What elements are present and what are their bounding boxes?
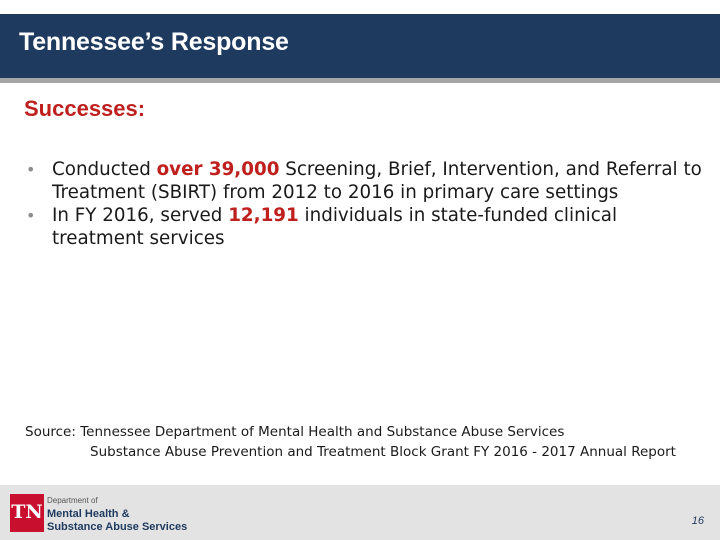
successes-heading: Successes: bbox=[24, 96, 146, 121]
bullet-list bbox=[24, 158, 714, 250]
bullet-text-post: Screening, Brief, Intervention, and Referral to Treatment (SBIRT) from 2012 to 2016 in primary care settings bbox=[52, 159, 702, 203]
bullet-highlight: 12,191 bbox=[228, 205, 299, 226]
source-citation bbox=[25, 422, 676, 462]
source-line-2: Substance Abuse Prevention and Treatment Block Grant FY 2016 - 2017 Annual Report bbox=[90, 444, 676, 460]
bullet-item-sbirt bbox=[24, 158, 714, 204]
logo-text-substance-abuse: Substance Abuse Services bbox=[47, 521, 188, 533]
bullet-icon: • bbox=[26, 206, 36, 225]
department-logo bbox=[10, 494, 190, 534]
logo-text-mental-health: Mental Health & bbox=[47, 508, 130, 520]
bullet-icon: • bbox=[26, 160, 36, 179]
title-divider bbox=[0, 78, 720, 83]
page-number: 16 bbox=[691, 515, 704, 527]
logo-text-department: Department of bbox=[47, 496, 98, 505]
bullet-text-pre: Conducted bbox=[52, 159, 157, 180]
title-bar bbox=[0, 14, 720, 78]
bullet-text-post: individuals in state-funded clinical treatment services bbox=[52, 205, 618, 249]
bullet-text-pre: In FY 2016, served bbox=[52, 205, 229, 226]
footer-bar bbox=[0, 485, 720, 540]
tn-logo-letters: TN bbox=[11, 501, 43, 523]
slide-title: Tennessee’s Response bbox=[19, 28, 289, 56]
tn-logo-icon bbox=[10, 494, 44, 532]
bullet-item-fy2016 bbox=[24, 204, 714, 250]
source-line-1: Source: Tennessee Department of Mental Health and Substance Abuse Services bbox=[25, 424, 565, 440]
bullet-highlight: over 39,000 bbox=[156, 159, 280, 180]
